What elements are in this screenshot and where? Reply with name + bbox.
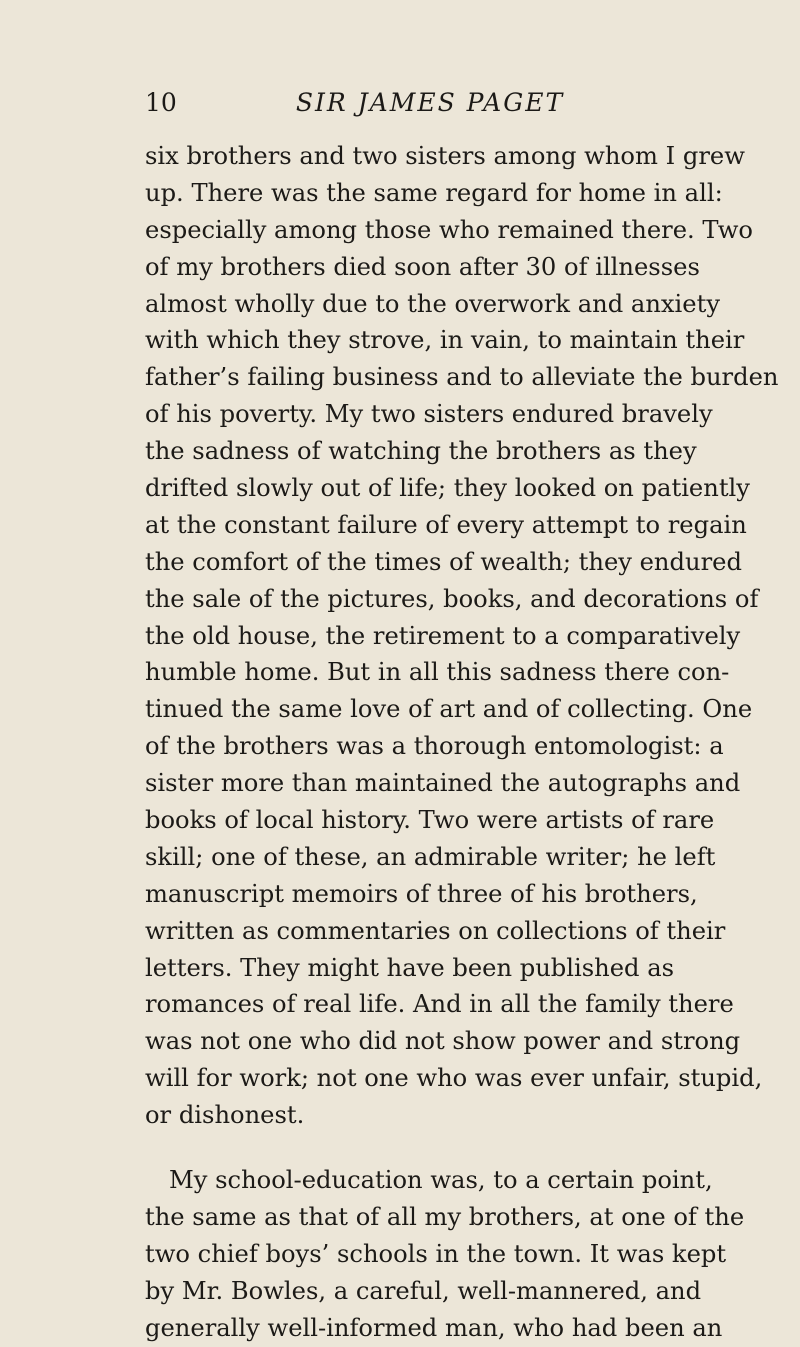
text-line: skill; one of these, an admirable writer; he left <box>145 842 716 871</box>
text-line: will for work; not one who was ever unfair, stupid, <box>145 1064 763 1093</box>
text-line: or dishonest. <box>145 1101 305 1130</box>
text-line: My school-education was, to a certain point, <box>169 1166 713 1195</box>
paragraph <box>145 138 779 1134</box>
running-head <box>0 88 800 118</box>
paragraph <box>145 1162 745 1346</box>
page-number: 10 <box>145 88 177 117</box>
text-line: six brothers and two sisters among whom I grew <box>145 142 745 170</box>
paragraph-gap <box>145 1134 658 1162</box>
text-line: written as commentaries on collections of their <box>145 916 726 945</box>
text-line: almost wholly due to the overwork and anxiety <box>145 289 720 318</box>
text-line: sister more than maintained the autographs and <box>145 769 741 798</box>
running-title: SIR JAMES PAGET <box>295 88 565 117</box>
text-line: by Mr. Bowles, a careful, well-mannered, and <box>145 1276 702 1305</box>
text-line: the comfort of the times of wealth; they endured <box>145 547 742 576</box>
text-line: father’s failing business and to alleviate the burden <box>145 363 779 392</box>
text-line: romances of real life. And in all the family there <box>145 990 734 1019</box>
text-line: the sale of the pictures, books, and decorations of <box>145 584 759 613</box>
text-line: generally well-informed man, who had been an <box>145 1313 723 1342</box>
text-line: up. There was the same regard for home in all: <box>145 178 723 207</box>
text-line: of the brothers was a thorough entomologist: a <box>145 732 724 761</box>
text-line: the same as that of all my brothers, at one of the <box>145 1202 745 1231</box>
text-line: with which they strove, in vain, to maintain their <box>145 326 745 355</box>
text-line: manuscript memoirs of three of his brothers, <box>145 879 698 908</box>
text-line: the sadness of watching the brothers as they <box>145 437 697 466</box>
text-line: humble home. But in all this sadness there con- <box>145 658 730 687</box>
text-line: drifted slowly out of life; they looked on patiently <box>145 474 750 503</box>
text-line: the old house, the retirement to a comparatively <box>145 621 741 650</box>
text-line: of my brothers died soon after 30 of illnesses <box>145 252 700 281</box>
body-text <box>145 138 779 1347</box>
text-line: especially among those who remained there. Two <box>145 215 753 244</box>
text-line: at the constant failure of every attempt to regain <box>145 510 747 539</box>
text-line: two chief boys’ schools in the town. It was kept <box>145 1239 727 1268</box>
text-line: books of local history. Two were artists of rare <box>145 806 715 835</box>
text-line: letters. They might have been published as <box>145 953 675 982</box>
text-line: was not one who did not show power and strong <box>145 1027 741 1056</box>
text-line: of his poverty. My two sisters endured bravely <box>145 400 713 429</box>
text-line: tinued the same love of art and of collecting. One <box>145 695 753 724</box>
